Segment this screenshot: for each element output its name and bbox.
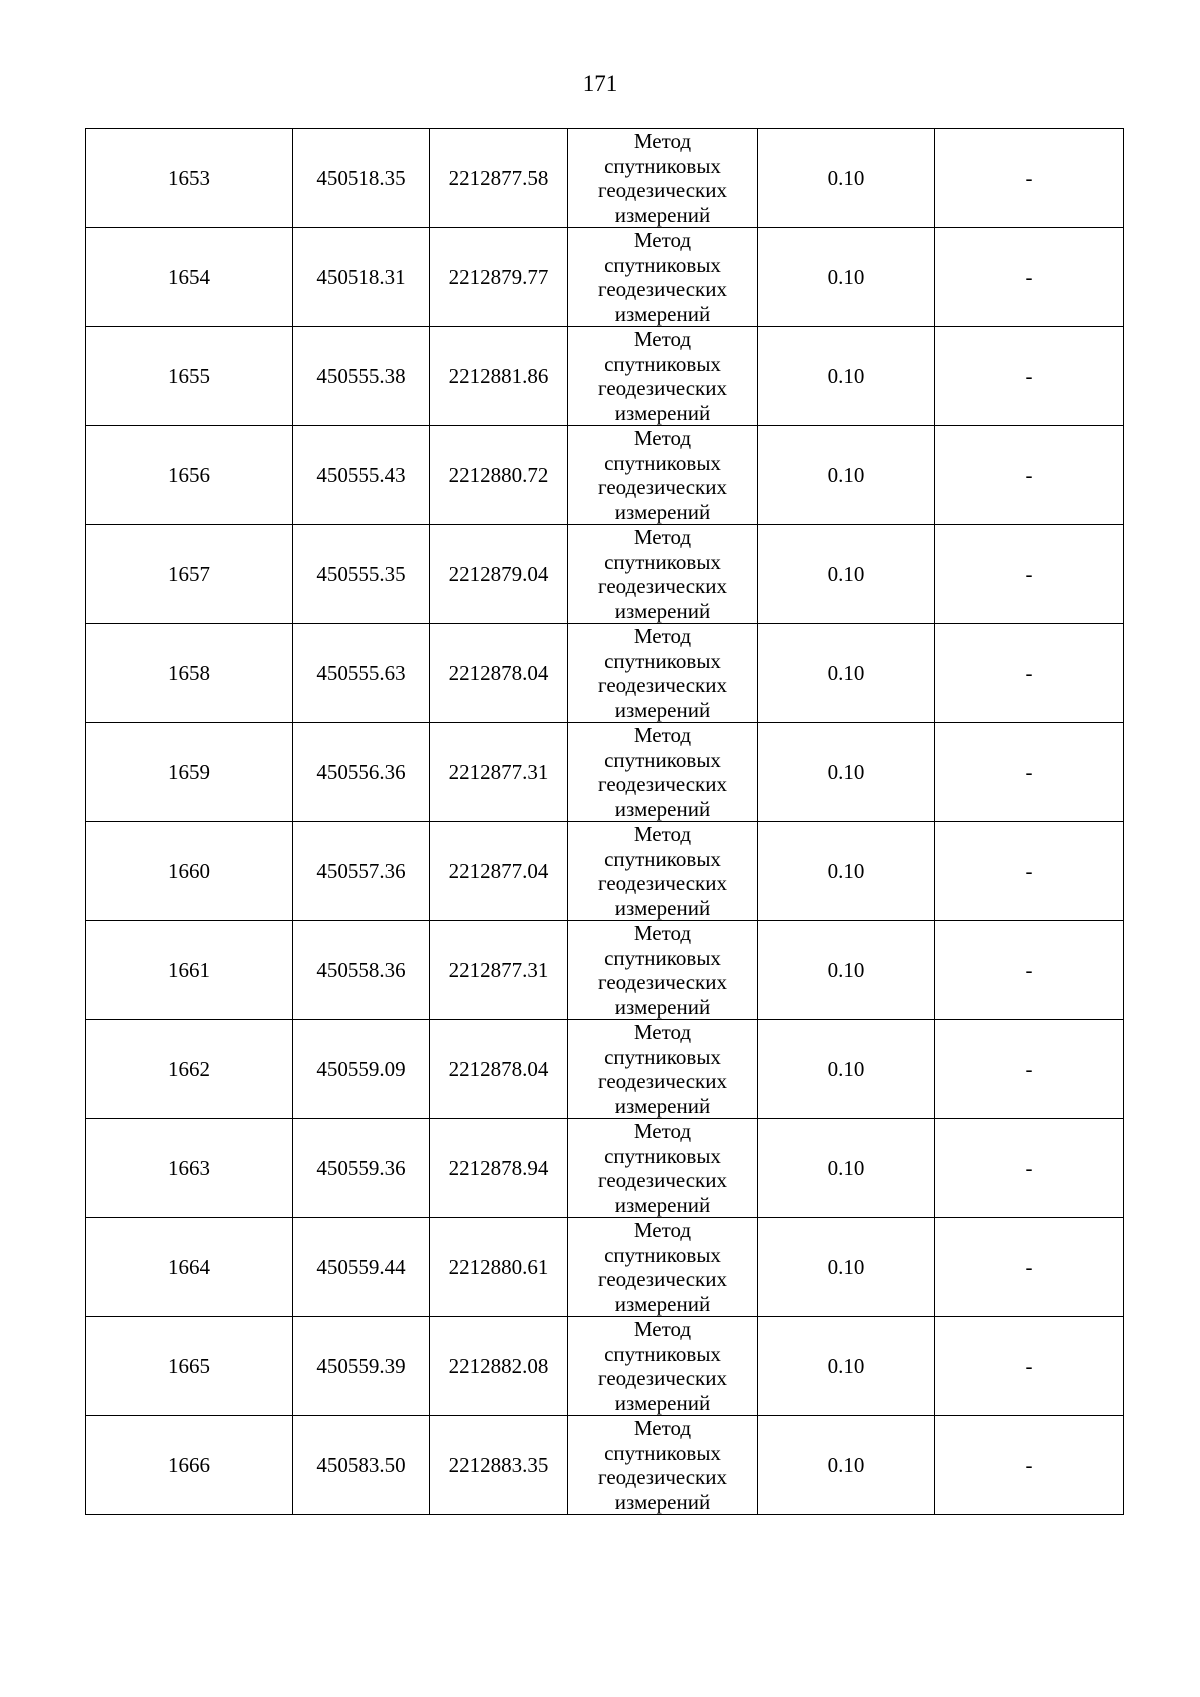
accuracy-cell: 0.10 xyxy=(758,1020,935,1119)
method-line: Метод xyxy=(633,624,692,648)
method-line: геодезических xyxy=(597,1366,727,1390)
x-coordinate-cell: 450559.39 xyxy=(293,1317,430,1416)
method-line: спутниковых xyxy=(604,1440,721,1465)
note-cell: - xyxy=(935,1317,1124,1416)
method-line: Метод xyxy=(633,1317,692,1341)
accuracy-cell: 0.10 xyxy=(758,327,935,426)
accuracy-cell: 0.10 xyxy=(758,129,935,228)
method-line: спутниковых xyxy=(604,747,721,772)
method-line: Метод xyxy=(633,1119,692,1143)
note-cell: - xyxy=(935,822,1124,921)
method-cell xyxy=(568,1416,758,1515)
y-coordinate-cell: 2212878.04 xyxy=(430,624,568,723)
method-cell xyxy=(568,327,758,426)
x-coordinate-cell: 450518.35 xyxy=(293,129,430,228)
point-number-cell: 1656 xyxy=(86,426,293,525)
note-cell: - xyxy=(935,129,1124,228)
table-row xyxy=(86,525,1124,624)
note-cell: - xyxy=(935,1020,1124,1119)
method-line: измерений xyxy=(614,1291,711,1316)
method-line: Метод xyxy=(633,1218,692,1242)
method-line: спутниковых xyxy=(604,945,721,970)
note-cell: - xyxy=(935,426,1124,525)
note-cell: - xyxy=(935,327,1124,426)
point-number-cell: 1661 xyxy=(86,921,293,1020)
table-row xyxy=(86,1218,1124,1317)
accuracy-cell: 0.10 xyxy=(758,426,935,525)
method-line: геодезических xyxy=(597,772,727,796)
method-cell xyxy=(568,525,758,624)
x-coordinate-cell: 450559.44 xyxy=(293,1218,430,1317)
point-number-cell: 1655 xyxy=(86,327,293,426)
method-line: измерений xyxy=(614,202,711,227)
y-coordinate-cell: 2212880.61 xyxy=(430,1218,568,1317)
table-row xyxy=(86,723,1124,822)
method-line: спутниковых xyxy=(604,153,721,178)
method-line: Метод xyxy=(633,1416,692,1440)
method-line: спутниковых xyxy=(604,450,721,475)
method-line: Метод xyxy=(633,129,692,153)
point-number-cell: 1660 xyxy=(86,822,293,921)
method-cell xyxy=(568,228,758,327)
y-coordinate-cell: 2212878.94 xyxy=(430,1119,568,1218)
table-row xyxy=(86,822,1124,921)
accuracy-cell: 0.10 xyxy=(758,822,935,921)
accuracy-cell: 0.10 xyxy=(758,1119,935,1218)
method-line: геодезических xyxy=(597,1465,727,1489)
x-coordinate-cell: 450557.36 xyxy=(293,822,430,921)
accuracy-cell: 0.10 xyxy=(758,1416,935,1515)
x-coordinate-cell: 450555.38 xyxy=(293,327,430,426)
point-number-cell: 1654 xyxy=(86,228,293,327)
method-line: спутниковых xyxy=(604,351,721,376)
method-cell xyxy=(568,129,758,228)
y-coordinate-cell: 2212881.86 xyxy=(430,327,568,426)
method-line: Метод xyxy=(633,1020,692,1044)
method-line: измерений xyxy=(614,1093,711,1118)
method-line: геодезических xyxy=(597,1069,727,1093)
method-line: спутниковых xyxy=(604,1044,721,1069)
method-cell xyxy=(568,822,758,921)
y-coordinate-cell: 2212877.31 xyxy=(430,921,568,1020)
point-number-cell: 1665 xyxy=(86,1317,293,1416)
method-line: измерений xyxy=(614,895,711,920)
method-line: спутниковых xyxy=(604,648,721,673)
note-cell: - xyxy=(935,525,1124,624)
note-cell: - xyxy=(935,1218,1124,1317)
method-line: спутниковых xyxy=(604,846,721,871)
x-coordinate-cell: 450555.63 xyxy=(293,624,430,723)
method-line: измерений xyxy=(614,697,711,722)
y-coordinate-cell: 2212883.35 xyxy=(430,1416,568,1515)
method-line: измерений xyxy=(614,598,711,623)
point-number-cell: 1653 xyxy=(86,129,293,228)
y-coordinate-cell: 2212877.04 xyxy=(430,822,568,921)
table-row xyxy=(86,1416,1124,1515)
y-coordinate-cell: 2212879.77 xyxy=(430,228,568,327)
method-line: измерений xyxy=(614,301,711,326)
y-coordinate-cell: 2212880.72 xyxy=(430,426,568,525)
y-coordinate-cell: 2212877.58 xyxy=(430,129,568,228)
method-line: Метод xyxy=(633,426,692,450)
method-cell xyxy=(568,624,758,723)
x-coordinate-cell: 450559.36 xyxy=(293,1119,430,1218)
method-line: геодезических xyxy=(597,277,727,301)
method-line: спутниковых xyxy=(604,252,721,277)
point-number-cell: 1663 xyxy=(86,1119,293,1218)
note-cell: - xyxy=(935,921,1124,1020)
coordinates-table-body xyxy=(86,129,1124,1515)
x-coordinate-cell: 450555.43 xyxy=(293,426,430,525)
page-number: 171 xyxy=(582,71,618,96)
x-coordinate-cell: 450555.35 xyxy=(293,525,430,624)
point-number-cell: 1659 xyxy=(86,723,293,822)
point-number-cell: 1664 xyxy=(86,1218,293,1317)
method-line: измерений xyxy=(614,1390,711,1415)
method-line: спутниковых xyxy=(604,1242,721,1267)
method-line: измерений xyxy=(614,1489,711,1514)
method-line: геодезических xyxy=(597,970,727,994)
x-coordinate-cell: 450559.09 xyxy=(293,1020,430,1119)
coordinates-table xyxy=(85,128,1124,1515)
note-cell: - xyxy=(935,1416,1124,1515)
method-line: Метод xyxy=(633,525,692,549)
y-coordinate-cell: 2212877.31 xyxy=(430,723,568,822)
table-row xyxy=(86,1020,1124,1119)
point-number-cell: 1657 xyxy=(86,525,293,624)
method-line: измерений xyxy=(614,499,711,524)
method-line: Метод xyxy=(633,723,692,747)
accuracy-cell: 0.10 xyxy=(758,723,935,822)
method-cell xyxy=(568,426,758,525)
method-line: спутниковых xyxy=(604,549,721,574)
point-number-cell: 1666 xyxy=(86,1416,293,1515)
accuracy-cell: 0.10 xyxy=(758,228,935,327)
accuracy-cell: 0.10 xyxy=(758,1218,935,1317)
table-row xyxy=(86,624,1124,723)
method-cell xyxy=(568,723,758,822)
accuracy-cell: 0.10 xyxy=(758,921,935,1020)
note-cell: - xyxy=(935,228,1124,327)
method-cell xyxy=(568,1020,758,1119)
method-line: Метод xyxy=(633,228,692,252)
note-cell: - xyxy=(935,624,1124,723)
table-row xyxy=(86,1119,1124,1218)
method-line: спутниковых xyxy=(604,1341,721,1366)
point-number-cell: 1662 xyxy=(86,1020,293,1119)
method-line: геодезических xyxy=(597,1168,727,1192)
accuracy-cell: 0.10 xyxy=(758,1317,935,1416)
x-coordinate-cell: 450518.31 xyxy=(293,228,430,327)
method-line: Метод xyxy=(633,921,692,945)
method-cell xyxy=(568,1119,758,1218)
method-line: измерений xyxy=(614,400,711,425)
method-line: геодезических xyxy=(597,376,727,400)
table-row xyxy=(86,426,1124,525)
method-line: измерений xyxy=(614,994,711,1019)
table-row xyxy=(86,921,1124,1020)
method-line: геодезических xyxy=(597,871,727,895)
x-coordinate-cell: 450558.36 xyxy=(293,921,430,1020)
method-line: измерений xyxy=(614,1192,711,1217)
accuracy-cell: 0.10 xyxy=(758,525,935,624)
method-line: геодезических xyxy=(597,178,727,202)
y-coordinate-cell: 2212878.04 xyxy=(430,1020,568,1119)
method-cell xyxy=(568,1317,758,1416)
x-coordinate-cell: 450583.50 xyxy=(293,1416,430,1515)
note-cell: - xyxy=(935,723,1124,822)
table-row xyxy=(86,129,1124,228)
accuracy-cell: 0.10 xyxy=(758,624,935,723)
method-cell xyxy=(568,1218,758,1317)
method-line: геодезических xyxy=(597,475,727,499)
method-cell xyxy=(568,921,758,1020)
x-coordinate-cell: 450556.36 xyxy=(293,723,430,822)
table-row xyxy=(86,1317,1124,1416)
note-cell: - xyxy=(935,1119,1124,1218)
table-row xyxy=(86,327,1124,426)
method-line: спутниковых xyxy=(604,1143,721,1168)
point-number-cell: 1658 xyxy=(86,624,293,723)
method-line: измерений xyxy=(614,796,711,821)
method-line: геодезических xyxy=(597,574,727,598)
y-coordinate-cell: 2212879.04 xyxy=(430,525,568,624)
method-line: геодезических xyxy=(597,1267,727,1291)
method-line: геодезических xyxy=(597,673,727,697)
method-line: Метод xyxy=(633,327,692,351)
table-row xyxy=(86,228,1124,327)
y-coordinate-cell: 2212882.08 xyxy=(430,1317,568,1416)
method-line: Метод xyxy=(633,822,692,846)
